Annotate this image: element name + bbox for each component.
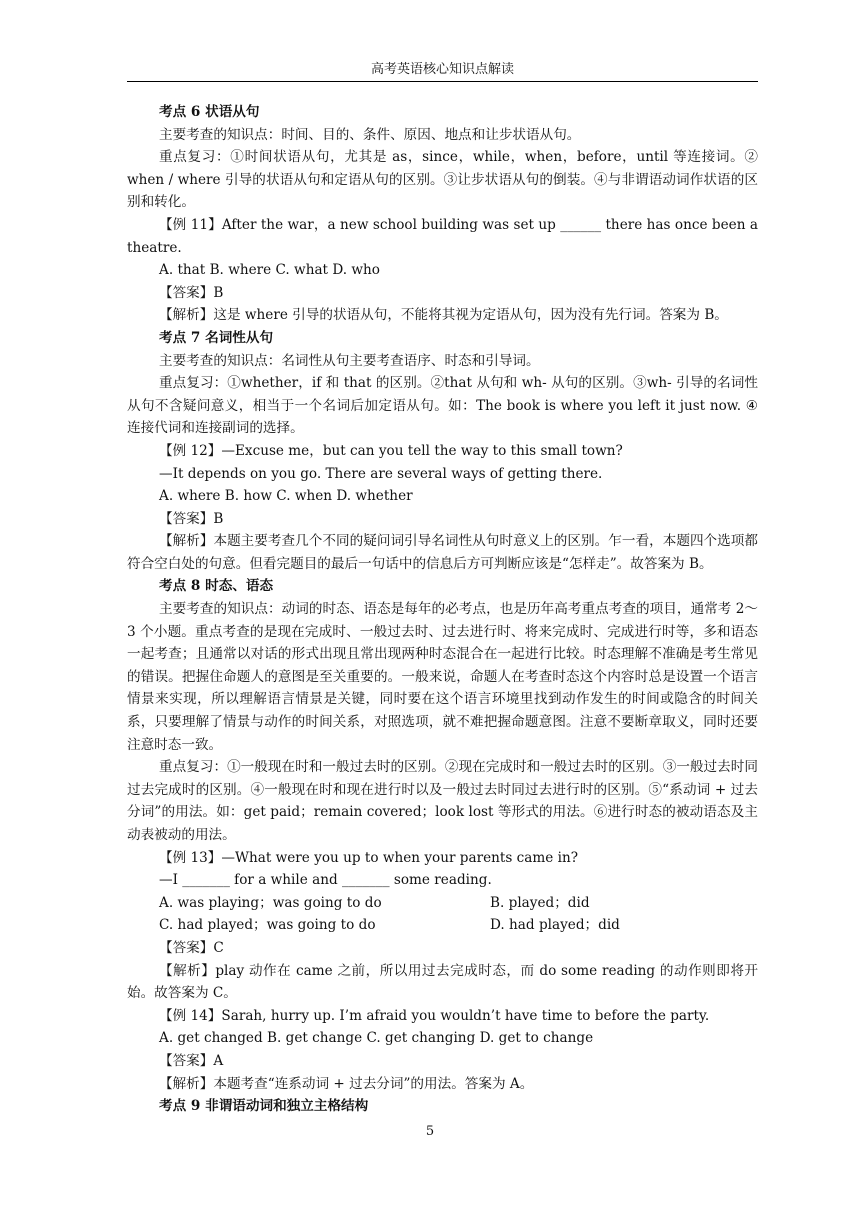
explanation: 【解析】这是 where 引导的状语从句，不能将其视为定语从句，因为没有先行词。答案为 B。 xyxy=(159,307,728,324)
section-heading: 考点 6 状语从句 xyxy=(159,104,260,120)
section-heading: 考点 8 时态、语态 xyxy=(159,578,274,595)
example-options: A. where B. how C. when D. whether xyxy=(159,488,413,505)
paragraph: 主要考查的知识点：动词的时态、语态是每年的必考点，也是历年高考重点考查的项目，通常考 2～ 3 个小题。重点考查的是现在完成时、一般过去时、过去进行时、将来完成时、完成进行时等，多和语态一起考查；且通常以对话的形式出现且常出现两种时态混合在一起进行比较。时态理解不准确是考生常见的错误。把握住命题人的意图是至关重要的。一般来说，命题人在考查时态这个内容时总是设置一个语言情景来实现，所以理解语言情景是关键，同时要在这个语言环境里找到动作发生的时间或隐含的时间关系，只要理解了情景与动作的时间关系，对照选项，就不难把握命题意图。注意不要断章取义，同时还要注意时态一致。 xyxy=(127,601,758,753)
paragraph: 重点复习：①一般现在时和一般过去时的区别。②现在完成时和一般过去时的区别。③一般过去时同过去完成时的区别。④一般现在时和现在进行时以及一般过去时同过去进行时的区别。⑤“系动词 + 过去分词”的用法。如：get paid；remain covered；look lost 等形式的用法。⑥进行时态的被动语态及主动表被动的用法。 xyxy=(127,759,758,843)
example-question: 【例 13】—What were you up to when your parents came in? xyxy=(159,849,579,866)
example-question: 【例 11】After the war，a new school building was set up ______ there has once been a theatre. xyxy=(127,216,758,256)
answer: 【答案】B xyxy=(159,284,224,301)
example-options: A. that B. where C. what D. who xyxy=(159,262,380,279)
option-b: B. played；did xyxy=(490,894,590,911)
example-options-row xyxy=(127,892,758,915)
example-options: A. get changed B. get change C. get changing D. get to change xyxy=(159,1030,594,1047)
option-c: C. had played；was going to do xyxy=(159,917,376,934)
example-options-row xyxy=(127,914,758,937)
explanation: 【解析】本题考查“连系动词 + 过去分词”的用法。答案为 A。 xyxy=(159,1075,534,1092)
answer: 【答案】C xyxy=(159,939,224,956)
explanation: 【解析】本题主要考查几个不同的疑问词引导名词性从句时意义上的区别。乍一看，本题四个选项都符合空白处的句意。但看完题目的最后一句话中的信息后方可判断应该是“怎样走”。故答案为 B。 xyxy=(127,533,758,572)
paragraph: 重点复习：①时间状语从句，尤其是 as，since，while，when，before，until 等连接词。② when / where 引导的状语从句和定语从句的区别。③让步状语从句的倒装。④与非谓语动词作状语的区别和转化。 xyxy=(127,149,758,211)
page-header: 高考英语核心知识点解读 xyxy=(370,62,514,77)
answer: 【答案】B xyxy=(159,510,224,527)
section-heading: 考点 9 非谓语动词和独立主格结构 xyxy=(159,1098,369,1115)
answer: 【答案】A xyxy=(159,1052,224,1069)
option-d: D. had played；did xyxy=(490,917,620,934)
example-question: —I _______ for a while and _______ some reading. xyxy=(159,872,492,889)
example-question: —It depends on you go. There are several ways of getting there. xyxy=(159,465,603,482)
page-number: 5 xyxy=(425,1124,435,1139)
section-heading: 考点 7 名词性从句 xyxy=(159,329,274,346)
explanation: 【解析】play 动作在 came 之前，所以用过去完成时态，而 do some reading 的动作则即将开始。故答案为 C。 xyxy=(127,962,758,1002)
paragraph: 重点复习：①whether，if 和 that 的区别。②that 从句和 wh- 从句的区别。③wh- 引导的名词性从句不含疑问意义，相当于一个名词后加定语从句。如：The book is where you left it just now. ④连接代词和连接副词的选择。 xyxy=(127,375,758,437)
paragraph: 主要考查的知识点：名词性从句主要考查语序、时态和引导词。 xyxy=(159,352,540,369)
document-body xyxy=(127,101,758,1118)
option-a: A. was playing；was going to do xyxy=(159,894,382,911)
example-question: 【例 12】—Excuse me，but can you tell the way to this small town? xyxy=(159,442,623,459)
header-rule xyxy=(127,81,758,82)
paragraph: 主要考查的知识点：时间、目的、条件、原因、地点和让步状语从句。 xyxy=(159,126,581,143)
example-question: 【例 14】Sarah, hurry up. I’m afraid you wouldn’t have time to before the party. xyxy=(159,1007,710,1024)
